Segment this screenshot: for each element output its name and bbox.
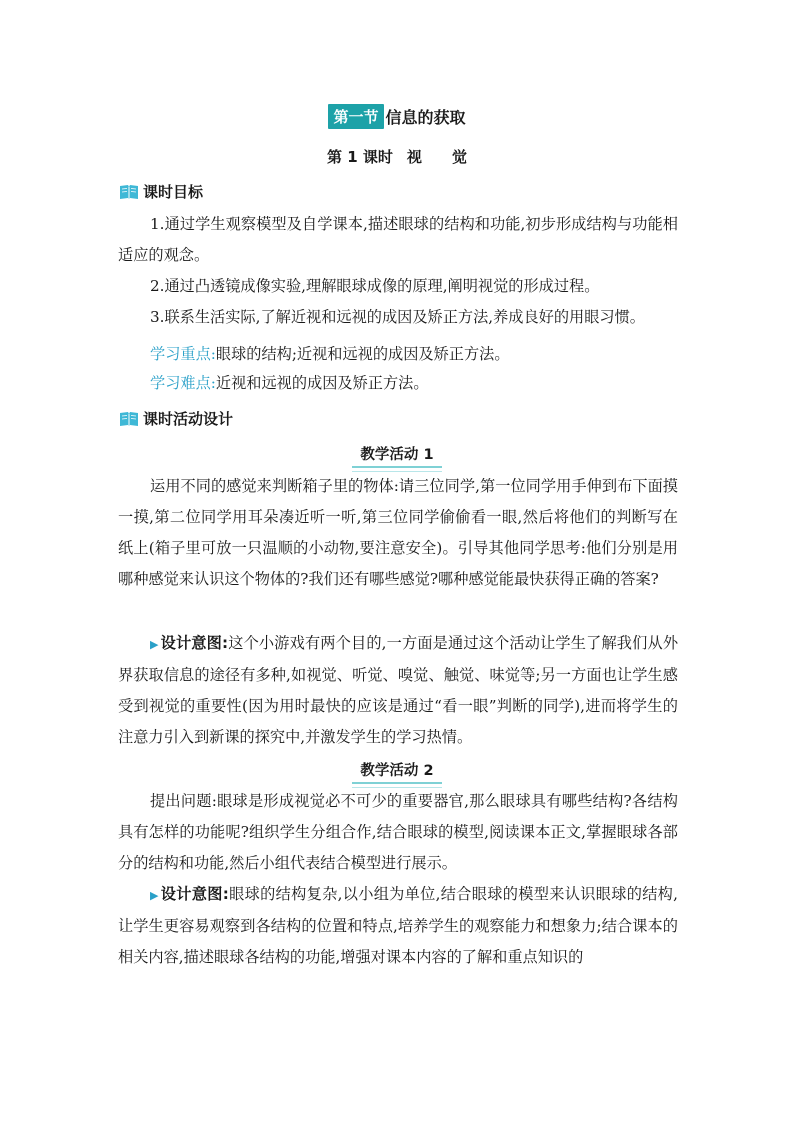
key-point — [118, 339, 678, 370]
key-point-text: 眼球的结构;近视和远视的成因及矫正方法。 — [215, 345, 510, 363]
activity-2-intent — [118, 879, 678, 973]
difficulty-label: 学习难点: — [150, 374, 216, 392]
intent-label: 设计意图: — [160, 885, 229, 903]
section-badge: 第一节 — [328, 104, 383, 129]
objectives-heading — [118, 181, 203, 202]
section-title-row — [0, 104, 794, 129]
open-book-icon — [118, 409, 140, 429]
activity-1-title-text: 教学活动 1 — [352, 443, 441, 468]
play-arrow-icon: ▶ — [150, 888, 159, 902]
difficulty-text: 近视和远视的成因及矫正方法。 — [215, 374, 429, 392]
activity-1-intent — [118, 628, 678, 753]
activity-1-title — [0, 443, 794, 468]
objective-item-2: 2.通过凸透镜成像实验,理解眼球成像的原理,阐明视觉的形成过程。 — [150, 277, 600, 295]
key-point-label: 学习重点: — [150, 345, 216, 363]
open-book-icon — [118, 182, 140, 202]
activity-1-body: 运用不同的感觉来判断箱子里的物体:请三位同学,第一位同学用手伸到布下面摸一摸,第二位同学用耳朵凑近听一听,第三位同学偷偷看一眼,然后将他们的判断写在纸上(箱子里可放一只温顺的小动物,要注意安全)。引导其他同学思考:他们分别是用哪种感觉来认识这个物体的?我们还有哪些感觉?哪种感觉能最快获得正确的答案? — [118, 477, 678, 588]
design-heading — [118, 408, 233, 429]
section-title: 信息的获取 — [385, 108, 466, 127]
lesson-title-part-b: 觉 — [451, 148, 467, 166]
activity-2-body: 提出问题:眼球是形成视觉必不可少的重要器官,那么眼球具有哪些结构?各结构具有怎样的功能呢?组织学生分组合作,结合眼球的模型,阅读课本正文,掌握眼球各部分的结构和功能,然后小组代表结合模型进行展示。 — [118, 792, 678, 872]
activity-2-title-text: 教学活动 2 — [352, 759, 441, 784]
objective-item-1: 1.通过学生观察模型及自学课本,描述眼球的结构和功能,初步形成结构与功能相适应的观念。 — [118, 215, 678, 264]
lesson-number: 第 1 课时 — [327, 148, 393, 166]
intent-text: 眼球的结构复杂,以小组为单位,结合眼球的模型来认识眼球的结构,让学生更容易观察到各结构的位置和特点,培养学生的观察能力和想象力;结合课本的相关内容,描述眼球各结构的功能,增强对课本内容的了解和重点知识的 — [118, 885, 679, 966]
intent-text: 这个小游戏有两个目的,一方面是通过这个活动让学生了解我们从外界获取信息的途径有多种,如视觉、听觉、嗅觉、触觉、味觉等;另一方面也让学生感受到视觉的重要性(因为用时最快的应该是通过“看一眼”判断的同学),进而将学生的注意力引入到新课的探究中,并激发学生的学习热情。 — [118, 634, 679, 746]
objectives-heading-text: 课时目标 — [143, 183, 204, 201]
lesson-title-part-a: 视 — [406, 148, 422, 166]
objective-item-3: 3.联系生活实际,了解近视和远视的成因及矫正方法,养成良好的用眼习惯。 — [150, 308, 645, 326]
lesson-subtitle — [0, 146, 794, 167]
intent-label: 设计意图: — [160, 634, 229, 652]
design-heading-text: 课时活动设计 — [143, 410, 234, 428]
activity-2-title — [0, 759, 794, 784]
play-arrow-icon: ▶ — [150, 637, 159, 651]
difficulty-point — [118, 368, 678, 399]
